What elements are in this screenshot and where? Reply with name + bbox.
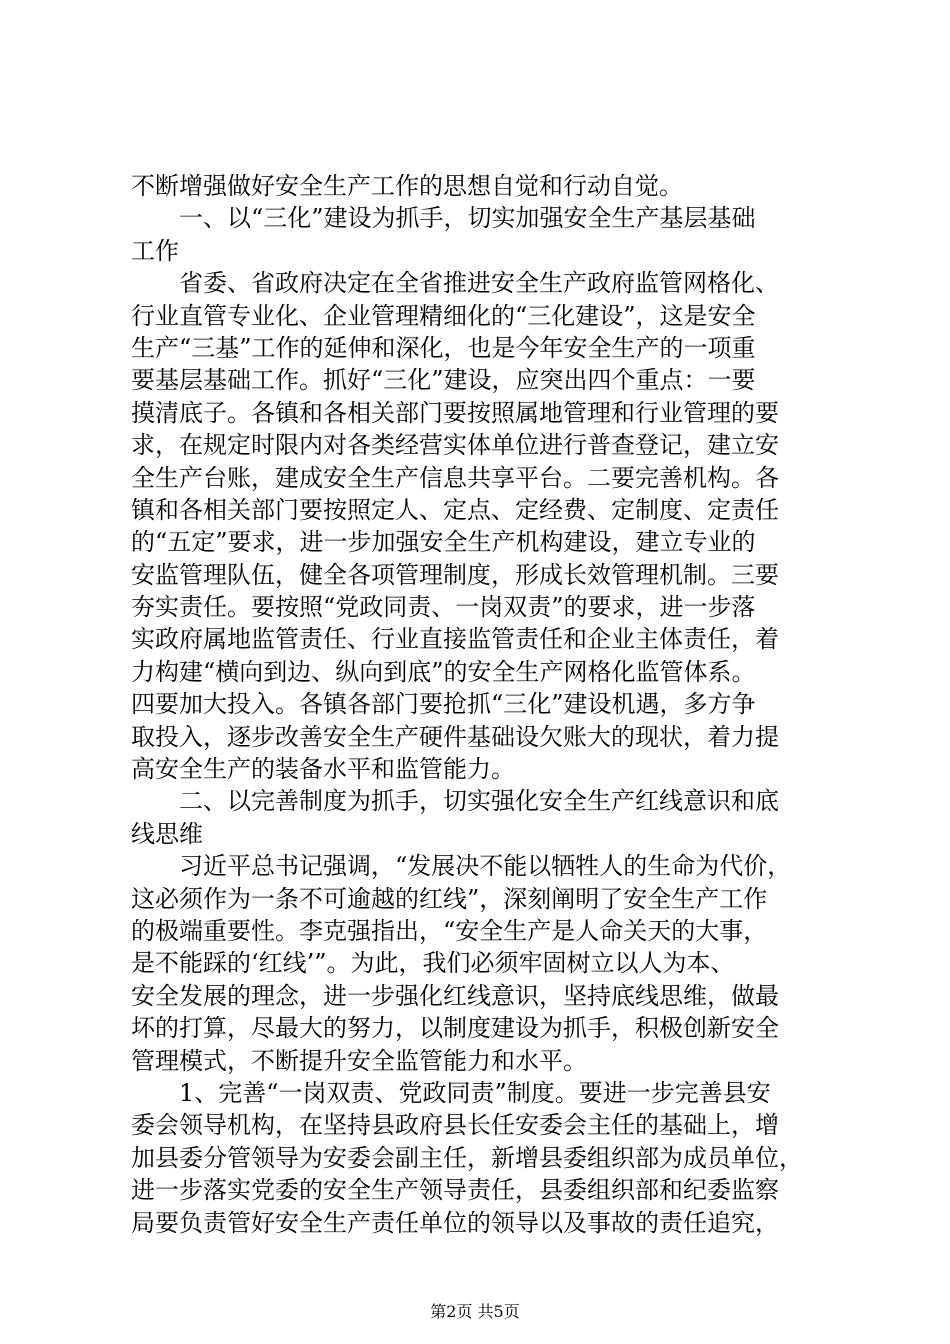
text-line: 安全发展的理念，进一步强化红线意识，坚持底线思维，做最 [131,981,779,1010]
text-line: 实政府属地监管责任、行业直接监管责任和企业主体责任，着 [131,625,779,654]
text-line: 管理模式，不断提升安全监管能力和水平。 [131,1046,587,1075]
text-line: 生产“三基”工作的延伸和深化，也是今年安全生产的一项重 [131,333,756,362]
text-line: 线思维 [131,819,203,848]
text-line: 力构建“横向到边、纵向到底”的安全生产网格化监管体系。 [131,657,756,686]
text-line: 是不能踩的‘红线’”。为此，我们必须牢固树立以人为本、 [131,949,735,978]
text-line: 1、完善“一岗双责、党政同责”制度。要进一步完善县安 [131,1078,771,1107]
text-line: 行业直管专业化、企业管理精细化的“三化建设”，这是安全 [131,301,756,330]
text-line: 的“五定”要求，进一步加强安全生产机构建设，建立专业的 [131,528,756,557]
text-line: 镇和各相关部门要按照定人、定点、定经费、定制度、定责任 [131,495,779,524]
text-line: 省委、省政府决定在全省推进安全生产政府监管网格化、 [131,269,779,298]
text-line: 四要加大投入。各镇各部门要抢抓“三化”建设机遇，多方争 [131,690,756,719]
text-line: 二、以完善制度为抓手，切实强化安全生产红线意识和底 [131,787,779,816]
page-footer: 第2页 共5页 [430,1302,520,1321]
text-line: 安监管理队伍，健全各项管理制度，形成长效管理机制。三要 [131,560,779,589]
text-line: 取投入，逐步改善安全生产硬件基础设欠账大的现状，着力提 [131,722,779,751]
text-line: 工作 [131,236,179,265]
text-line: 委会领导机构，在坚持县政府县长任安委会主任的基础上，增 [131,1111,779,1140]
body-text [131,170,831,1239]
text-line: 加县委分管领导为安委会副主任，新增县委组织部为成员单位， [131,1143,803,1172]
text-line: 要基层基础工作。抓好“三化”建设，应突出四个重点：一要 [131,366,756,395]
text-line: 一、以“三化”建设为抓手，切实加强安全生产基层基础 [131,204,756,233]
text-line: 坏的打算，尽最大的努力，以制度建设为抓手，积极创新安全 [131,1014,779,1043]
text-line: 夯实责任。要按照“党政同责、一岗双责”的要求，进一步落 [131,593,756,622]
text-line: 求，在规定时限内对各类经营实体单位进行普查登记，建立安 [131,431,779,460]
text-line: 进一步落实党委的安全生产领导责任，县委组织部和纪委监察 [131,1176,779,1205]
text-line: 的极端重要性。李克强指出，“安全生产是人命关天的大事， [131,916,768,945]
text-line: 不断增强做好安全生产工作的思想自觉和行动自觉。 [131,172,683,200]
text-line: 这必须作为一条不可逾越的红线”，深刻阐明了安全生产工作 [131,884,768,913]
text-line: 高安全生产的装备水平和监管能力。 [131,755,515,784]
text-line: 全生产台账，建成安全生产信息共享平台。二要完善机构。各 [131,463,779,492]
text-line: 习近平总书记强调，“发展决不能以牺牲人的生命为代价， [131,852,792,881]
text-line: 摸清底子。各镇和各相关部门要按照属地管理和行业管理的要 [131,398,779,427]
text-line: 局要负责管好安全生产责任单位的领导以及事故的责任追究， [131,1208,779,1237]
